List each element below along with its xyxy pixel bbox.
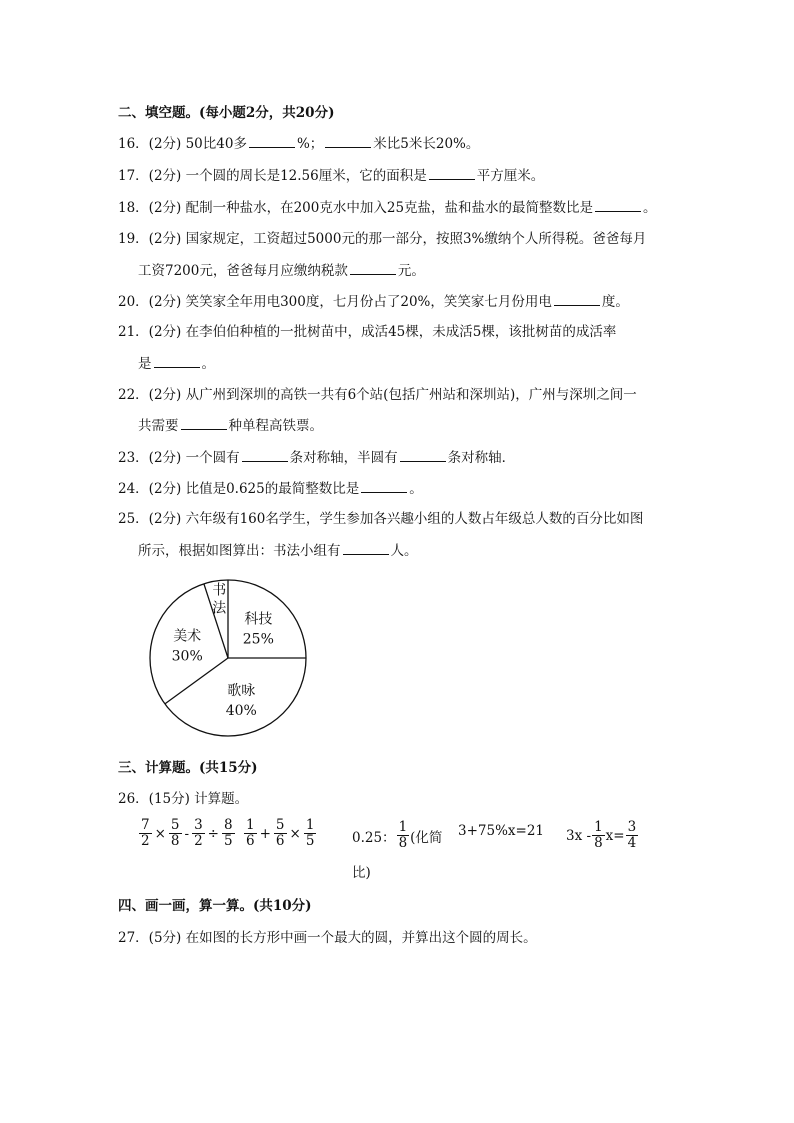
- answer-blank[interactable]: [249, 134, 295, 148]
- question-19-cont: 工资7200元，爸爸每月应缴纳税款 元。: [138, 263, 425, 279]
- answer-blank[interactable]: [429, 166, 475, 180]
- answer-blank[interactable]: [343, 541, 389, 555]
- question-21: 21．(2分) 在李伯伯种植的一批树苗中，成活45棵，未成活5棵，该批树苗的成活率: [118, 324, 617, 340]
- question-18: 18．(2分) 配制一种盐水，在200克水中加入25克盐，盐和盐水的最简整数比是 。: [118, 200, 657, 216]
- question-26: 26．(15分) 计算题。: [118, 791, 249, 807]
- question-27: 27．(5分) 在如图的长方形中画一个最大的圆，并算出这个圆的周长。: [118, 930, 537, 946]
- calc-expression-3: 0.25： $\frac{1}{8}$ (化简: [352, 819, 443, 851]
- question-19: 19．(2分) 国家规定，工资超过5000元的那一部分，按照3%缴纳个人所得税。爸爸每月: [118, 231, 647, 247]
- section-draw-heading: 四、画一画，算一算。(共10分): [118, 898, 312, 914]
- pie-chart: [146, 576, 310, 744]
- pie-label-1: 歌咏: [227, 682, 256, 699]
- pie-value-0: 25%: [242, 631, 274, 648]
- question-23: 23．(2分) 一个圆有 条对称轴，半圆有 条对称轴．: [118, 450, 516, 466]
- question-25-cont: 所示，根据如图算出：书法小组有 人。: [138, 543, 418, 559]
- calc-expression-1: $\frac{7}{2}$ × $\frac{5}{8}$ - $\frac{3}{2}$ ÷ $\frac{8}{5}$: [141, 817, 233, 849]
- question-24: 24．(2分) 比值是0.625的最简整数比是 。: [118, 481, 423, 497]
- answer-blank[interactable]: [242, 448, 288, 462]
- calc-expression-2: $\frac{1}{6}$ + $\frac{5}{6}$ × $\frac{1}{5}$: [246, 817, 315, 849]
- section-fill-heading: 二、填空题。(每小题2分，共20分): [118, 105, 335, 121]
- pie-value-1: 40%: [225, 702, 257, 719]
- question-17: 17．(2分) 一个圆的周长是12.56厘米，它的面积是 平方厘米。: [118, 168, 545, 184]
- pie-label-0: 科技: [244, 611, 273, 628]
- pie-label-3-1: 法: [212, 600, 227, 617]
- answer-blank[interactable]: [400, 448, 446, 462]
- question-16: 16．(2分) 50比40多 %； 米比5米长20%。: [118, 136, 480, 152]
- section-calc-heading: 三、计算题。(共15分): [118, 760, 258, 776]
- calc-expression-3-tail: 比): [352, 865, 371, 881]
- pie-chart-svg: [146, 576, 310, 740]
- question-21-cont: 是 。: [138, 356, 215, 372]
- calc-expression-5: 3x - $\frac{1}{8}$ x= $\frac{3}{4}$: [566, 819, 637, 851]
- calc-expression-4: 3+75%x=21: [458, 823, 545, 839]
- pie-label-2: 美术: [173, 628, 202, 645]
- pie-label-3-0: 书: [212, 582, 227, 599]
- answer-blank[interactable]: [325, 134, 371, 148]
- answer-blank[interactable]: [181, 416, 227, 430]
- answer-blank[interactable]: [361, 479, 407, 493]
- question-20: 20．(2分) 笑笑家全年用电300度，七月份占了20%，笑笑家七月份用电 度。: [118, 294, 629, 310]
- answer-blank[interactable]: [595, 198, 641, 212]
- question-22: 22．(2分) 从广州到深圳的高铁一共有6个站(包括广州站和深圳站)，广州与深圳之间一: [118, 387, 637, 403]
- question-25: 25．(2分) 六年级有160名学生，学生参加各兴趣小组的人数占年级总人数的百分比如图: [118, 511, 644, 527]
- pie-value-2: 30%: [171, 648, 203, 665]
- answer-blank[interactable]: [154, 354, 200, 368]
- answer-blank[interactable]: [554, 292, 600, 306]
- question-22-cont: 共需要 种单程高铁票。: [138, 418, 323, 434]
- answer-blank[interactable]: [350, 261, 396, 275]
